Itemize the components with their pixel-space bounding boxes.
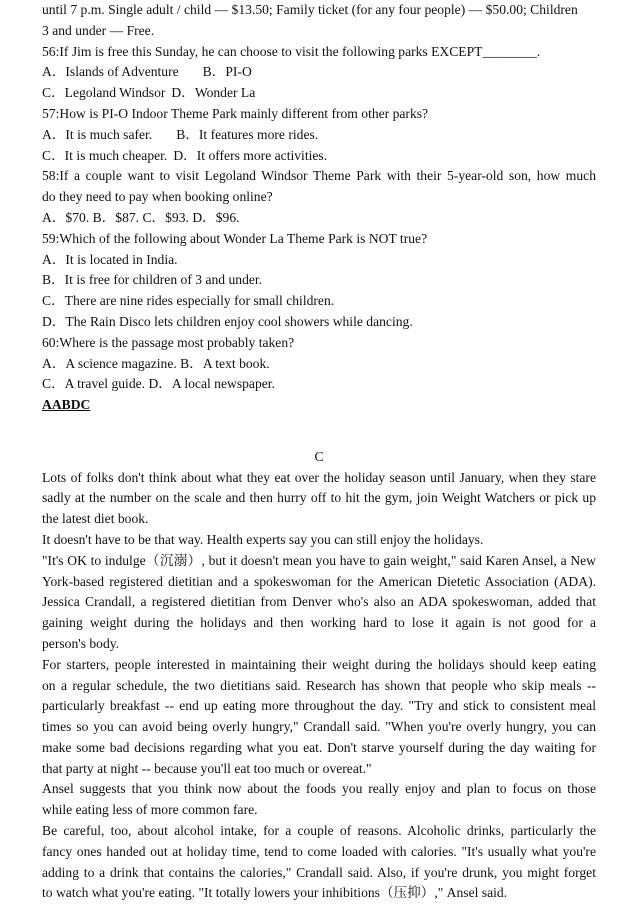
paragraph-4 — [42, 655, 596, 780]
text-line: make some bad decisions regarding what you eat. Don't starve yourself during the day waiting for — [42, 739, 596, 755]
text-line: Be careful, too, about alcohol intake, for a couple of reasons. Alcoholic drinks, particularly the — [42, 823, 596, 839]
paragraph-5 — [42, 779, 596, 821]
option-a: A．$70. — [42, 209, 90, 225]
text-line: Ansel suggests that you think now about the foods you really enjoy and plan to focus on those — [42, 781, 596, 797]
text-line: particularly breakfast -- end up eating more throughout the day. "Try and stick to consistent meal — [42, 698, 596, 714]
option-row — [42, 125, 596, 146]
option-row — [42, 208, 596, 229]
question-stem: 59:Which of the following about Wonder La Theme Park is NOT true? — [42, 230, 428, 246]
text-line: adding to a drink that contains the calories," Crandall said. Also, if you're drunk, you might forget — [42, 864, 596, 880]
option-d: D．It offers more activities. — [173, 147, 328, 163]
section-title: C — [314, 448, 324, 464]
text-line: Jessica Crandall, a registered dietitian from Denver who's also an ADA spokeswoman, added that — [42, 594, 596, 610]
question-stem: 60:Where is the passage most probably taken? — [42, 334, 295, 350]
text-line: gaining weight during the holidays and then working hard to lose it again is not good for a — [42, 615, 596, 631]
text-line: while eating less of more common fare. — [42, 802, 258, 818]
text-line: Lots of folks don't think about what they eat over the holiday season until January, when they stare — [42, 469, 596, 485]
paragraph-2: It doesn't have to be that way. Health experts say you can still enjoy the holidays. — [42, 531, 484, 547]
text-line: that party at night -- because you'll eat too much or overeat." — [42, 760, 372, 776]
option-b: B．It is free for children of 3 and under. — [42, 272, 263, 288]
question-stem-line-1: 58:If a couple want to visit Legoland Windsor Theme Park with their 5-year-old son, how much — [42, 168, 596, 184]
option-c: C．Legoland Windsor — [42, 85, 166, 101]
option-a: A．It is much safer. — [42, 126, 153, 142]
question-57 — [42, 104, 596, 166]
text-line: on a regular schedule, the two dietitians said. Research has shown that people who skip meals -- — [42, 677, 596, 693]
option-c: C．A travel guide. — [42, 376, 146, 392]
passage-ending-line-2: 3 and under — Free. — [42, 22, 155, 38]
option-row — [42, 374, 596, 395]
text-line: times so you can avoid being overly hungry," Crandall said. "When you're overly hungry, you can — [42, 719, 596, 735]
question-60 — [42, 333, 596, 395]
option-a: A．It is located in India. — [42, 251, 178, 267]
question-stem-line-2: do they need to pay when booking online? — [42, 189, 273, 205]
text-line: to watch what you're eating. "It totally lowers your inhibitions（压抑）," Ansel said. — [42, 885, 508, 901]
text-line: "It's OK to indulge（沉溺）, but it doesn't mean you have to gain weight," said Karen Ansel, a New — [42, 552, 596, 568]
question-stem: 57:How is PI-O Indoor Theme Park mainly different from other parks? — [42, 105, 429, 121]
option-row — [42, 354, 596, 375]
passage-ending-line-1: until 7 p.m. Single adult / child — $13.50; Family ticket (for any four people) — $50.00; Children — [42, 2, 578, 17]
text-line: person's body. — [42, 635, 120, 651]
option-c: C．$93. — [142, 209, 189, 225]
option-a: A．A science magazine. — [42, 355, 177, 371]
option-row — [42, 83, 596, 104]
paragraph-3 — [42, 551, 596, 655]
option-d: D．A local newspaper. — [148, 376, 275, 392]
paragraph-6 — [42, 821, 596, 904]
text-line: For starters, people interested in maintaining their weight during the holidays should keep eating — [42, 656, 596, 672]
answer-key: AABDC — [42, 397, 91, 413]
paragraph-1 — [42, 468, 596, 530]
option-b: B．$87. — [92, 209, 140, 225]
text-line: the latest diet book. — [42, 511, 149, 527]
question-stem: 56:If Jim is free this Sunday, he can choose to visit the following parks EXCEPT________. — [42, 43, 541, 59]
question-59 — [42, 229, 596, 333]
option-row — [42, 146, 596, 167]
option-b: B．PI-O — [202, 64, 252, 80]
option-row — [42, 62, 596, 83]
option-d: D．The Rain Disco lets children enjoy cool showers while dancing. — [42, 313, 413, 329]
question-58 — [42, 166, 596, 228]
option-a: A．Islands of Adventure — [42, 64, 179, 80]
text-line: sadly at the number on the scale and then hurry off to hit the gym, join Weight Watchers or pick up — [42, 490, 596, 506]
option-b: B．It features more rides. — [176, 126, 319, 142]
text-line: fancy ones handed out at holiday time, tend to come loaded with calories. "It's usually what you're — [42, 843, 596, 859]
option-b: B．A text book. — [180, 355, 270, 371]
option-d: D．Wonder La — [171, 85, 256, 101]
question-56 — [42, 42, 596, 104]
text-line: York-based registered dietitian and a spokeswoman for the American Dietetic Association (ADA). — [42, 573, 596, 589]
spacer — [42, 416, 596, 437]
option-d: D．$96. — [192, 209, 240, 225]
option-c: C．There are nine rides especially for small children. — [42, 293, 335, 309]
option-c: C．It is much cheaper. — [42, 147, 168, 163]
